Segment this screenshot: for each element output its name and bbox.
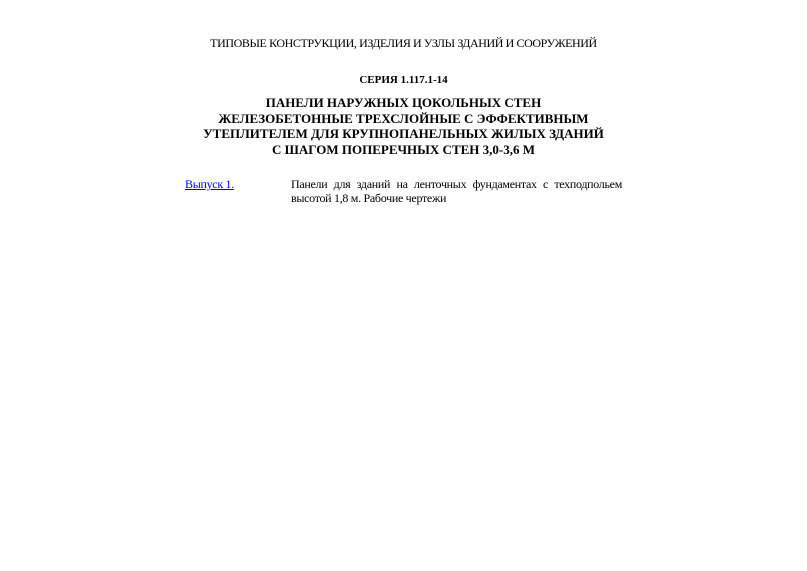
issue-1-link[interactable]: Выпуск 1. [185,177,234,191]
issue-1-description: Панели для зданий на ленточных фундаментах с техподпольем высотой 1,8 м. Рабочие чертежи [291,177,622,205]
title-line-4: С ШАГОМ ПОПЕРЕЧНЫХ СТЕН 3,0-3,6 М [272,141,535,157]
issue-row [185,177,622,217]
document-title [0,95,807,157]
title-line-3: УТЕПЛИТЕЛЕМ ДЛЯ КРУПНОПАНЕЛЬНЫХ ЖИЛЫХ ЗДАНИЙ [203,126,604,141]
collection-heading: ТИПОВЫЕ КОНСТРУКЦИИ, ИЗДЕЛИЯ И УЗЛЫ ЗДАНИЙ И СООРУЖЕНИЙ [210,36,597,50]
title-line-2: ЖЕЛЕЗОБЕТОННЫЕ ТРЕХСЛОЙНЫЕ С ЭФФЕКТИВНЫМ [218,110,589,126]
title-line-1: ПАНЕЛИ НАРУЖНЫХ ЦОКОЛЬНЫХ СТЕН [265,95,542,110]
series-number: СЕРИЯ 1.117.1-14 [359,74,448,86]
